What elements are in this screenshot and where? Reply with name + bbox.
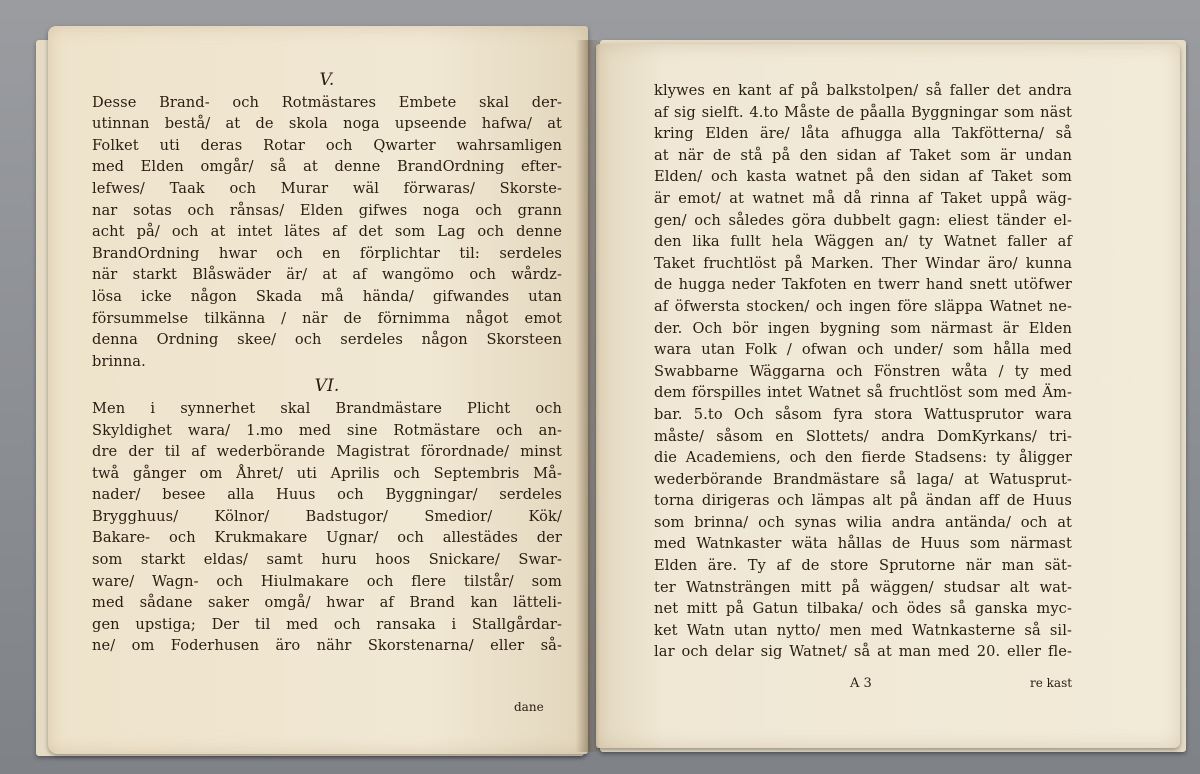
text-line: dem förspilles intet Watnet så fruchtlöst som med Äm- xyxy=(654,384,1072,402)
text-line: den lika fullt hela Wäggen an/ ty Watnet faller af xyxy=(654,233,1072,251)
text-line: ware/ Wagn- och Hiulmakare och flere tilstår/ som xyxy=(92,572,562,590)
text-line: brinna. xyxy=(92,352,146,370)
text-line: som starkt eldas/ samt huru hoos Snickare/ Swar- xyxy=(92,551,562,569)
text-line: twå gånger om Åhret/ uti Aprilis och Septembris Må- xyxy=(92,464,562,482)
text-line: dre der til af wederbörande Magistrat förordnade/ minst xyxy=(92,443,562,461)
text-line: som brinna/ och synas wilia andra antända/ och at xyxy=(654,513,1072,531)
text-line: Brygghuus/ Kölnor/ Badstugor/ Smedior/ Kök/ xyxy=(92,507,562,525)
text-line: Swabbarne Wäggarna och Fönstren wåta / ty med xyxy=(654,362,1072,380)
signature-mark: A 3 xyxy=(850,676,872,691)
text-line: torna dirigeras och lämpas alt på ändan aff de Huus xyxy=(654,492,1072,510)
text-line: kring Elden äre/ låta afhugga alla Takfötterna/ så xyxy=(654,125,1072,143)
left-catchword: dane xyxy=(514,700,544,714)
text-line: wara utan Folk / ofwan och under/ som hålla med xyxy=(654,341,1072,359)
text-line: Skyldighet wara/ 1.mo med sine Rotmästare och an- xyxy=(92,421,562,439)
text-line: Bakare- och Krukmakare Ugnar/ och allestädes der xyxy=(92,529,562,547)
text-line: med sådane saker omgå/ hwar af Brand kan lätteli- xyxy=(92,594,562,612)
text-line: Taket fruchtlöst på Marken. Ther Windar äro/ kunna xyxy=(654,254,1072,272)
text-line: med Watnkaster wäta hållas de Huus som närmast xyxy=(654,535,1072,553)
section-heading-vi: VI. xyxy=(314,376,340,397)
text-line: af öfwersta stocken/ och ingen före släppa Watnet ne- xyxy=(654,297,1072,315)
text-line: af sig sielft. 4.to Måste de påalla Byggningar som näst xyxy=(654,103,1072,121)
text-line: de hugga neder Takfoten en twerr hand snett utöfwer xyxy=(654,276,1072,294)
right-page-text xyxy=(654,80,1072,663)
text-line: lefwes/ Taak och Murar wäl förwaras/ Skorste- xyxy=(92,179,562,197)
section-v-paragraph xyxy=(92,92,562,373)
text-line: wederbörande Brandmästare så laga/ at Watusprut- xyxy=(654,470,1072,488)
section-vi-paragraph xyxy=(92,398,562,657)
text-line: är emot/ at watnet må då rinna af Taket uppå wäg- xyxy=(654,189,1072,207)
text-line: Elden/ och kasta watnet på den sidan af Taket som xyxy=(654,168,1072,186)
text-line: när starkt Blåswäder är/ at af wangömo och wårdz- xyxy=(92,266,562,284)
text-line: lösa icke någon Skada må hända/ gifwandes utan xyxy=(92,287,562,305)
text-line: denna Ordning skee/ och serdeles någon Skorsteen xyxy=(92,331,562,349)
text-line: at när de stå på den sidan af Taket som är undan xyxy=(654,146,1072,164)
text-line: utinnan bestå/ at de skola noga upseende hafwa/ at xyxy=(92,115,562,133)
text-line: die Academiens, och den fierde Stadsens: ty åligger xyxy=(654,449,1072,467)
text-line: bar. 5.to Och såsom fyra stora Wattusprutor wara xyxy=(654,405,1072,423)
text-line: net mitt på Gatun tilbaka/ och ödes så ganska myc- xyxy=(654,600,1072,618)
text-line: BrandOrdning hwar och en förplichtar til: serdeles xyxy=(92,244,562,262)
text-line: gen upstiga; Der til med och ransaka i Stallgårdar- xyxy=(92,615,562,633)
text-line: lar och delar sig Watnet/ så at man med 20. eller fle- xyxy=(654,643,1072,661)
book-gutter xyxy=(576,40,600,752)
text-line: nader/ besee alla Huus och Byggningar/ serdeles xyxy=(92,486,562,504)
text-line: Folket uti deras Rotar och Qwarter wahrsamligen xyxy=(92,136,562,154)
text-line: ket Watn utan nytto/ men med Watnkasterne så sil- xyxy=(654,621,1072,639)
text-line: gen/ och således göra dubbelt gagn: eliest tänder el- xyxy=(654,211,1072,229)
text-line: med Elden omgår/ så at denne BrandOrdning efter- xyxy=(92,158,562,176)
text-line: försummelse tilkänna / när de förnimma något emot xyxy=(92,309,562,327)
text-line: ter Watnsträngen mitt på wäggen/ studsar alt wat- xyxy=(654,578,1072,596)
right-catchword: re kast xyxy=(1030,676,1073,690)
text-line: ne/ om Foderhusen äro nähr Skorstenarna/ eller så- xyxy=(92,637,562,655)
text-line: Elden äre. Ty af de store Sprutorne när man sät- xyxy=(654,557,1072,575)
text-line: klywes en kant af på balkstolpen/ så faller det andra xyxy=(654,82,1072,99)
text-line: Men i synnerhet skal Brandmästare Plicht och xyxy=(92,399,562,417)
text-line: måste/ såsom en Slottets/ andra DomKyrkans/ tri- xyxy=(654,427,1072,445)
text-line: der. Och bör ingen bygning som närmast är Elden xyxy=(654,319,1072,337)
text-line: Desse Brand- och Rotmästares Embete skal der- xyxy=(92,93,562,111)
section-heading-v: V. xyxy=(319,70,335,90)
text-line: acht på/ och at intet lätes af det som Lag och denne xyxy=(92,223,562,241)
text-line: nar sotas och rånsas/ Elden gifwes noga och grann xyxy=(92,201,562,219)
left-page-text xyxy=(92,70,562,657)
